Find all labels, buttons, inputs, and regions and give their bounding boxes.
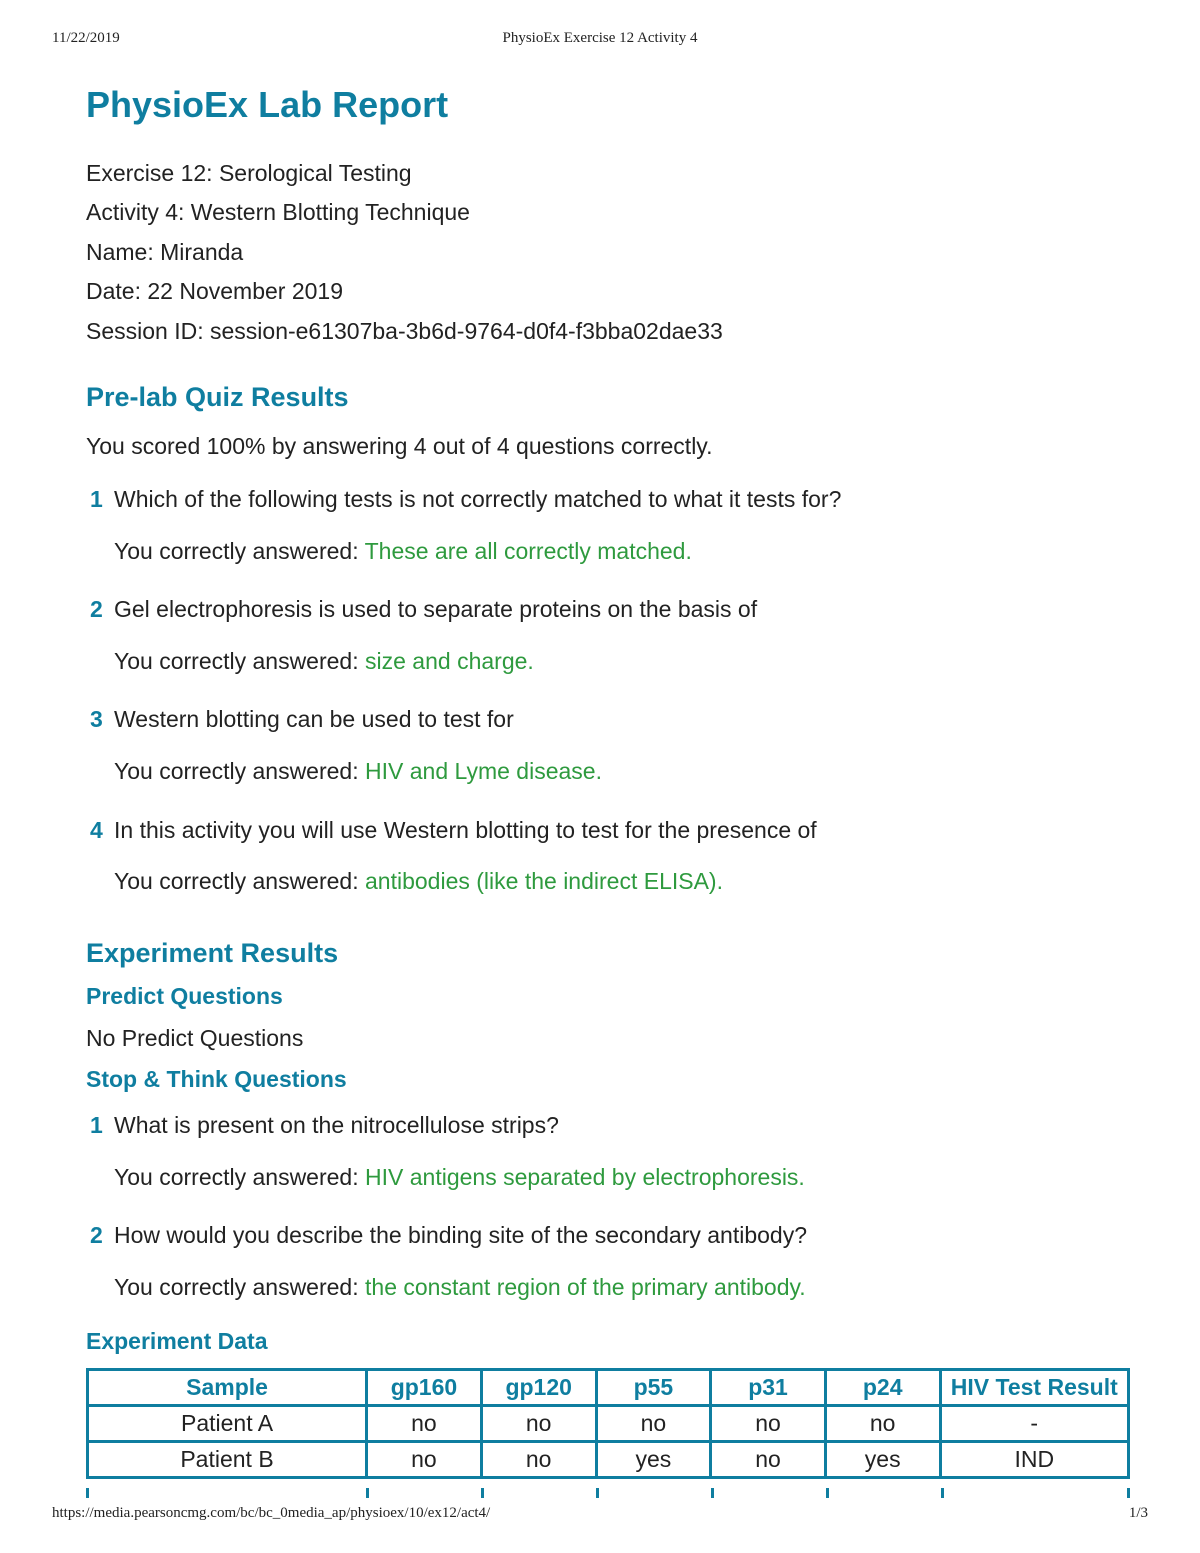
table-cell: no <box>596 1406 711 1442</box>
answer-prefix: You correctly answered: <box>114 1274 359 1300</box>
question-answer <box>114 648 534 675</box>
exercise-line: Exercise 12: Serological Testing <box>86 160 412 186</box>
page-url: https://media.pearsoncmg.com/bc/bc_0media_ap/physioex/10/ex12/act4/ <box>52 1505 491 1521</box>
question-text: Western blotting can be used to test for <box>114 706 514 732</box>
question-number: 2 <box>90 1222 103 1248</box>
correct-answer: antibodies (like the indirect ELISA). <box>365 868 723 894</box>
correct-answer: HIV antigens separated by electrophoresis. <box>365 1164 805 1190</box>
column-header: HIV Test Result <box>940 1370 1129 1406</box>
answer-prefix: You correctly answered: <box>114 868 359 894</box>
question-text: In this activity you will use Western blotting to test for the presence of <box>114 817 817 843</box>
no-predict-text: No Predict Questions <box>86 1025 304 1051</box>
experiment-results-heading: Experiment Results <box>86 938 339 968</box>
column-header: Sample <box>88 1370 367 1406</box>
experiment-data-table <box>86 1368 1130 1479</box>
question-number: 2 <box>90 596 103 622</box>
table-cell: - <box>940 1406 1129 1442</box>
column-header: p24 <box>825 1370 940 1406</box>
stop-think-heading: Stop & Think Questions <box>86 1066 347 1092</box>
prelab-score: You scored 100% by answering 4 out of 4 questions correctly. <box>86 433 713 459</box>
column-header: p55 <box>596 1370 711 1406</box>
question-number: 3 <box>90 706 103 732</box>
print-footer <box>0 1505 1200 1525</box>
page-number: 1/3 <box>1128 1505 1148 1521</box>
column-header: p31 <box>711 1370 826 1406</box>
table-cell: Patient A <box>88 1406 367 1442</box>
table-continuation <box>86 1488 1130 1498</box>
correct-answer: size and charge. <box>365 648 534 674</box>
date-line: Date: 22 November 2019 <box>86 278 343 304</box>
name-line: Name: Miranda <box>86 239 244 265</box>
print-header <box>0 30 1200 50</box>
question-number: 1 <box>90 1112 103 1138</box>
table-cell: IND <box>940 1442 1129 1478</box>
print-title: PhysioEx Exercise 12 Activity 4 <box>502 30 698 46</box>
question-number: 1 <box>90 486 103 512</box>
answer-prefix: You correctly answered: <box>114 538 359 564</box>
table-cell: no <box>367 1406 482 1442</box>
table-cell: Patient B <box>88 1442 367 1478</box>
question-answer <box>114 758 602 785</box>
question-text: What is present on the nitrocellulose strips? <box>114 1112 559 1138</box>
activity-line: Activity 4: Western Blotting Technique <box>86 199 470 225</box>
answer-prefix: You correctly answered: <box>114 1164 359 1190</box>
table-cell: no <box>367 1442 482 1478</box>
table-header-row <box>88 1370 1129 1406</box>
experiment-data-heading: Experiment Data <box>86 1328 268 1354</box>
answer-prefix: You correctly answered: <box>114 758 359 784</box>
table-cell: no <box>711 1442 826 1478</box>
question-text: Gel electrophoresis is used to separate proteins on the basis of <box>114 596 758 622</box>
answer-prefix: You correctly answered: <box>114 648 359 674</box>
table-cell: no <box>825 1406 940 1442</box>
question-answer <box>114 1274 806 1301</box>
prelab-heading: Pre-lab Quiz Results <box>86 382 349 412</box>
page-title: PhysioEx Lab Report <box>86 84 449 125</box>
question-answer <box>114 1164 805 1191</box>
table-cell: yes <box>825 1442 940 1478</box>
table-row <box>88 1442 1129 1478</box>
correct-answer: the constant region of the primary antibody. <box>365 1274 806 1300</box>
column-header: gp160 <box>367 1370 482 1406</box>
session-id-line: Session ID: session-e61307ba-3b6d-9764-d0f4-f3bba02dae33 <box>86 318 723 344</box>
predict-questions-heading: Predict Questions <box>86 983 283 1009</box>
table-cell: no <box>481 1442 596 1478</box>
table-row <box>88 1406 1129 1442</box>
print-date: 11/22/2019 <box>52 30 120 46</box>
table-cell: yes <box>596 1442 711 1478</box>
correct-answer: HIV and Lyme disease. <box>365 758 602 784</box>
question-answer <box>114 868 723 895</box>
question-number: 4 <box>90 817 103 843</box>
question-text: Which of the following tests is not correctly matched to what it tests for? <box>114 486 842 512</box>
table-cell: no <box>481 1406 596 1442</box>
question-text: How would you describe the binding site of the secondary antibody? <box>114 1222 807 1248</box>
question-answer <box>114 538 692 565</box>
table-cell: no <box>711 1406 826 1442</box>
column-header: gp120 <box>481 1370 596 1406</box>
correct-answer: These are all correctly matched. <box>364 538 692 564</box>
